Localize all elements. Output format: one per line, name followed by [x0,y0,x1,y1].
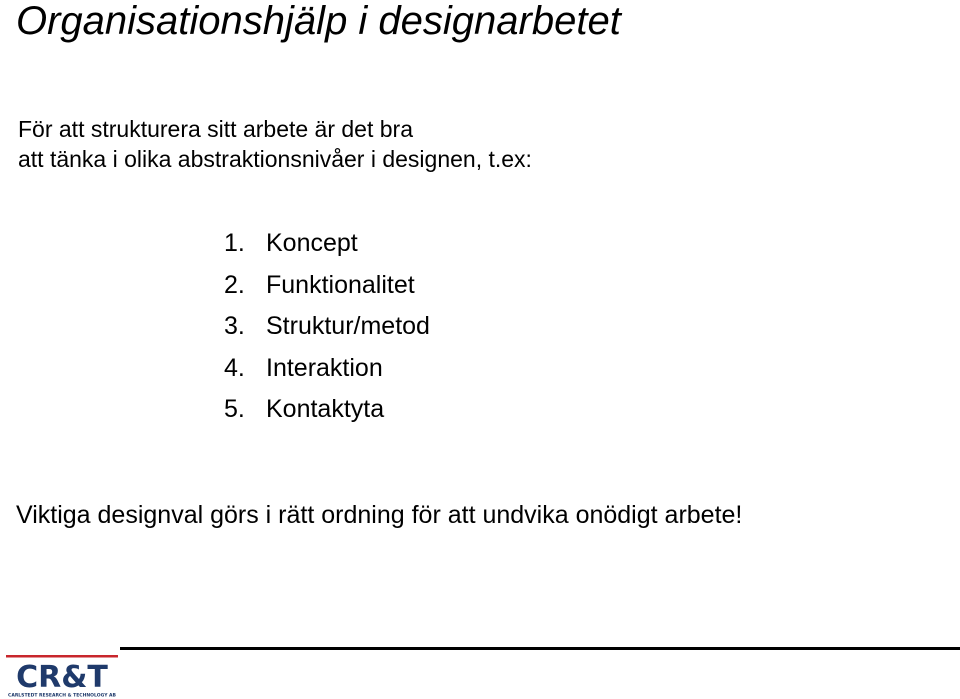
footer-divider [120,647,960,650]
list-item-number: 5. [224,395,245,423]
list-item-number: 1. [224,229,245,257]
intro-line: För att strukturera sitt arbete är det bra [18,116,413,142]
abstraction-levels-list [224,223,430,431]
list-item-label: Interaktion [266,353,383,382]
list-item [224,348,430,390]
list-item-label: Funktionalitet [266,270,415,299]
company-logo [4,655,120,699]
list-item [224,389,430,431]
conclusion-text: Viktiga designval görs i rätt ordning för att undvika onödigt arbete! [16,501,743,529]
list-item [224,223,430,265]
logo-mark: CR&T [16,660,108,695]
intro-line: att tänka i olika abstraktionsnivåer i designen, t.ex: [18,146,532,172]
list-item-number: 2. [224,270,245,299]
slide-title: Organisationshjälp i designarbetet [16,0,621,43]
list-item-number: 4. [224,353,245,382]
list-item-label: Koncept [266,229,358,257]
intro-text [18,114,532,174]
logo-tagline: CARLSTEDT RESEARCH & TECHNOLOGY AB [8,693,118,699]
list-item [224,265,430,307]
logo-top-bar [6,655,118,658]
list-item-label: Kontaktyta [266,395,385,423]
list-item-number: 3. [224,312,245,340]
list-item-label: Struktur/metod [266,312,430,340]
list-item [224,306,430,348]
